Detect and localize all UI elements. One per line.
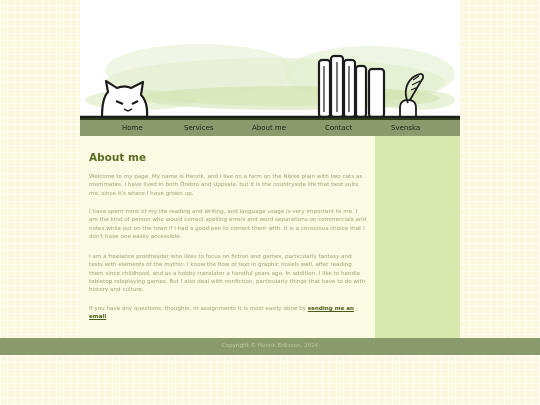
contact-text: If you have any questions, thoughts, or assignments it is most easily done by	[89, 306, 306, 312]
email-link[interactable]: sending me an email	[89, 306, 355, 321]
header-banner	[80, 0, 460, 118]
contact-paragraph	[89, 305, 367, 322]
language-paragraph: I have spent most of my life reading and writing, and language usage is very important to me. I am the kind of person who would correct spelling errors and word separations on commercials and notes while out on the town if I had a good pen to correct them with. It is a conscious choice that I don't have one easily accessible.	[89, 209, 367, 240]
header-illustration	[80, 0, 460, 118]
copyright-text: Copyright © Henrik Eriksson, 2024	[221, 343, 319, 349]
nav-contact[interactable]: Contact	[325, 124, 353, 132]
proofreading-paragraph: I am a freelance proofreader who likes to focus on fiction and games, particularly fantasy and texts with elements of the mythic. I know the flow of text in graphic novels well, after reading them since childhood, and as a hobby translator a handful years ago. In addition, I like to handle tabletop roleplaying games. But I also deal with nonfiction, particularly things that have to do with history and culture.	[89, 254, 366, 294]
sidebar	[375, 136, 460, 338]
nav-services[interactable]: Services	[184, 124, 214, 132]
footer	[0, 338, 540, 355]
main-content	[80, 136, 375, 338]
page-container	[80, 0, 460, 338]
intro-paragraph: Welcome to my page. My name is Henrik, and I live on a farm on the Närke plain with two cats as roommates. I have lived in both Örebro and Uppsala, but it is the countryside life that best suits me, since it's where I have grown up.	[89, 174, 363, 197]
nav-about-me[interactable]: About me	[252, 124, 287, 132]
cat-illustration	[102, 81, 147, 117]
main-navigation	[80, 118, 460, 136]
nav-svenska[interactable]: Svenska	[391, 124, 421, 132]
nav-home[interactable]: Home	[122, 124, 143, 132]
contact-end: .	[106, 314, 109, 321]
page-title: About me	[89, 152, 147, 164]
